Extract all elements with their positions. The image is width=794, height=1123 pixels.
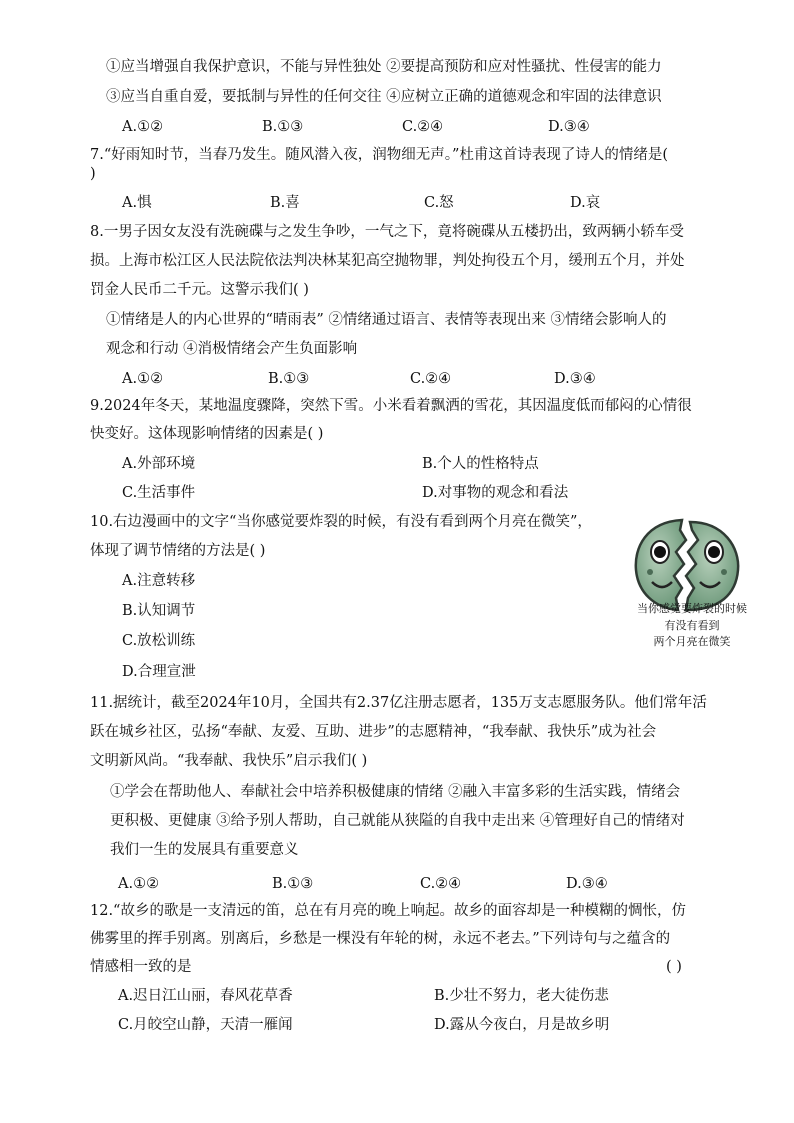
q11-option-c[interactable]: C.②④ [420,876,462,892]
cartoon-caption-line-3: 两个月亮在微笑 [653,635,731,648]
q11-statement-1: ①学会在帮助他人、奉献社会中培养积极健康的情绪 ②融入丰富多彩的生活实践，情绪会 [110,784,681,800]
q9-stem-line-2: 快变好。这体现影响情绪的因素是( ) [90,426,324,442]
q12-option-c[interactable]: C.月皎空山静，天清一雁闻 [118,1017,293,1033]
q11-stem-line-2: 跃在城乡社区，弘扬“奉献、友爱、互助、进步”的志愿精神，“我奉献、我快乐”成为社会 [90,724,657,740]
q10-stem-line-1: 10.右边漫画中的文字“当你感觉要炸裂的时候，有没有看到两个月亮在微笑”， [90,514,592,530]
q12-option-b[interactable]: B.少壮不努力，老大徒伤悲 [434,988,609,1004]
q6-statement-2: ③应当自重自爱，要抵制与异性的任何交往 ④应树立正确的道德观念和牢固的法律意识 [106,89,662,105]
q8-stem-line-2: 损。上海市松江区人民法院依法判决林某犯高空抛物罪，判处拘役五个月，缓刑五个月，并处 [90,253,685,269]
q7-stem-line-2: ) [90,166,96,182]
q11-option-a[interactable]: A.①② [118,876,160,892]
q11-statement-3: 我们一生的发展具有重要意义 [110,842,299,858]
q6-statement-1: ①应当增强自我保护意识，不能与异性独处 ②要提高预防和应对性骚扰、性侵害的能力 [106,59,662,75]
q7-option-c[interactable]: C.怒 [424,195,454,211]
q11-stem-line-3: 文明新风尚。“我奉献、我快乐”启示我们( ) [90,753,368,769]
q12-stem-line-2: 佛雾里的挥手别离。别离后，乡愁是一棵没有年轮的树，永远不老去。”下列诗句与之蕴含的 [90,931,671,947]
q6-option-b[interactable]: B.①③ [262,119,304,135]
q7-option-a[interactable]: A.惧 [122,195,152,211]
q7-option-b[interactable]: B.喜 [270,195,300,211]
q9-option-b[interactable]: B.个人的性格特点 [422,456,539,472]
q7-stem-line-1: 7.“好雨知时节，当春乃发生。随风潜入夜，润物细无声。”杜甫这首诗表现了诗人的情绪是( [90,147,669,163]
q9-option-c[interactable]: C.生活事件 [122,485,196,501]
q11-option-b[interactable]: B.①③ [272,876,314,892]
q9-option-d[interactable]: D.对事物的观念和看法 [422,485,569,501]
cartoon-caption-line-1: 当你感觉要炸裂的时候 [637,602,747,615]
q8-option-b[interactable]: B.①③ [268,371,310,387]
q6-option-d[interactable]: D.③④ [548,119,590,135]
q6-option-c[interactable]: C.②④ [402,119,444,135]
q12-answer-paren: ( ) [666,959,682,975]
q10-option-a[interactable]: A.注意转移 [122,573,196,589]
q10-option-d[interactable]: D.合理宣泄 [122,664,196,680]
q11-statement-2: 更积极、更健康 ③给予别人帮助，自己就能从狭隘的自我中走出来 ④管理好自己的情绪对 [110,813,685,829]
q8-stem-line-1: 8.一男子因女友没有洗碗碟与之发生争吵，一气之下，竟将碗碟从五楼扔出，致两辆小轿车受 [90,224,684,240]
q9-option-a[interactable]: A.外部环境 [122,456,196,472]
q8-option-a[interactable]: A.①② [122,371,164,387]
q8-option-c[interactable]: C.②④ [410,371,452,387]
q10-option-b[interactable]: B.认知调节 [122,603,196,619]
q10-option-c[interactable]: C.放松训练 [122,633,196,649]
q12-option-d[interactable]: D.露从今夜白，月是故乡明 [434,1017,610,1033]
q8-stem-line-3: 罚金人民币二千元。这警示我们( ) [90,282,309,298]
q8-statement-2: 观念和行动 ④消极情绪会产生负面影响 [106,341,358,357]
cartoon-caption-line-2: 有没有看到 [664,619,720,632]
q11-option-d[interactable]: D.③④ [566,876,608,892]
q10-stem-line-2: 体现了调节情绪的方法是( ) [90,543,266,559]
q12-stem-line-3: 情感相一致的是 [90,959,192,975]
q7-option-d[interactable]: D.哀 [570,195,601,211]
q8-statement-1: ①情绪是人的内心世界的“晴雨表” ②情绪通过语言、表情等表现出来 ③情绪会影响人的 [106,312,667,328]
q9-stem-line-1: 9.2024年冬天，某地温度骤降，突然下雪。小米看着飘洒的雪花，其因温度低而郁闷的心情很 [90,398,692,414]
q11-stem-line-1: 11.据统计，截至2024年10月，全国共有2.37亿注册志愿者，135万支志愿服务队。他们常年活 [90,695,707,711]
q12-stem-line-1: 12.“故乡的歌是一支清远的笛，总在有月亮的晚上响起。故乡的面容却是一种模糊的惆怅，仿 [90,903,686,919]
q8-option-d[interactable]: D.③④ [554,371,596,387]
q12-option-a[interactable]: A.迟日江山丽，春风花草香 [118,988,293,1004]
q6-option-a[interactable]: A.①② [122,119,164,135]
